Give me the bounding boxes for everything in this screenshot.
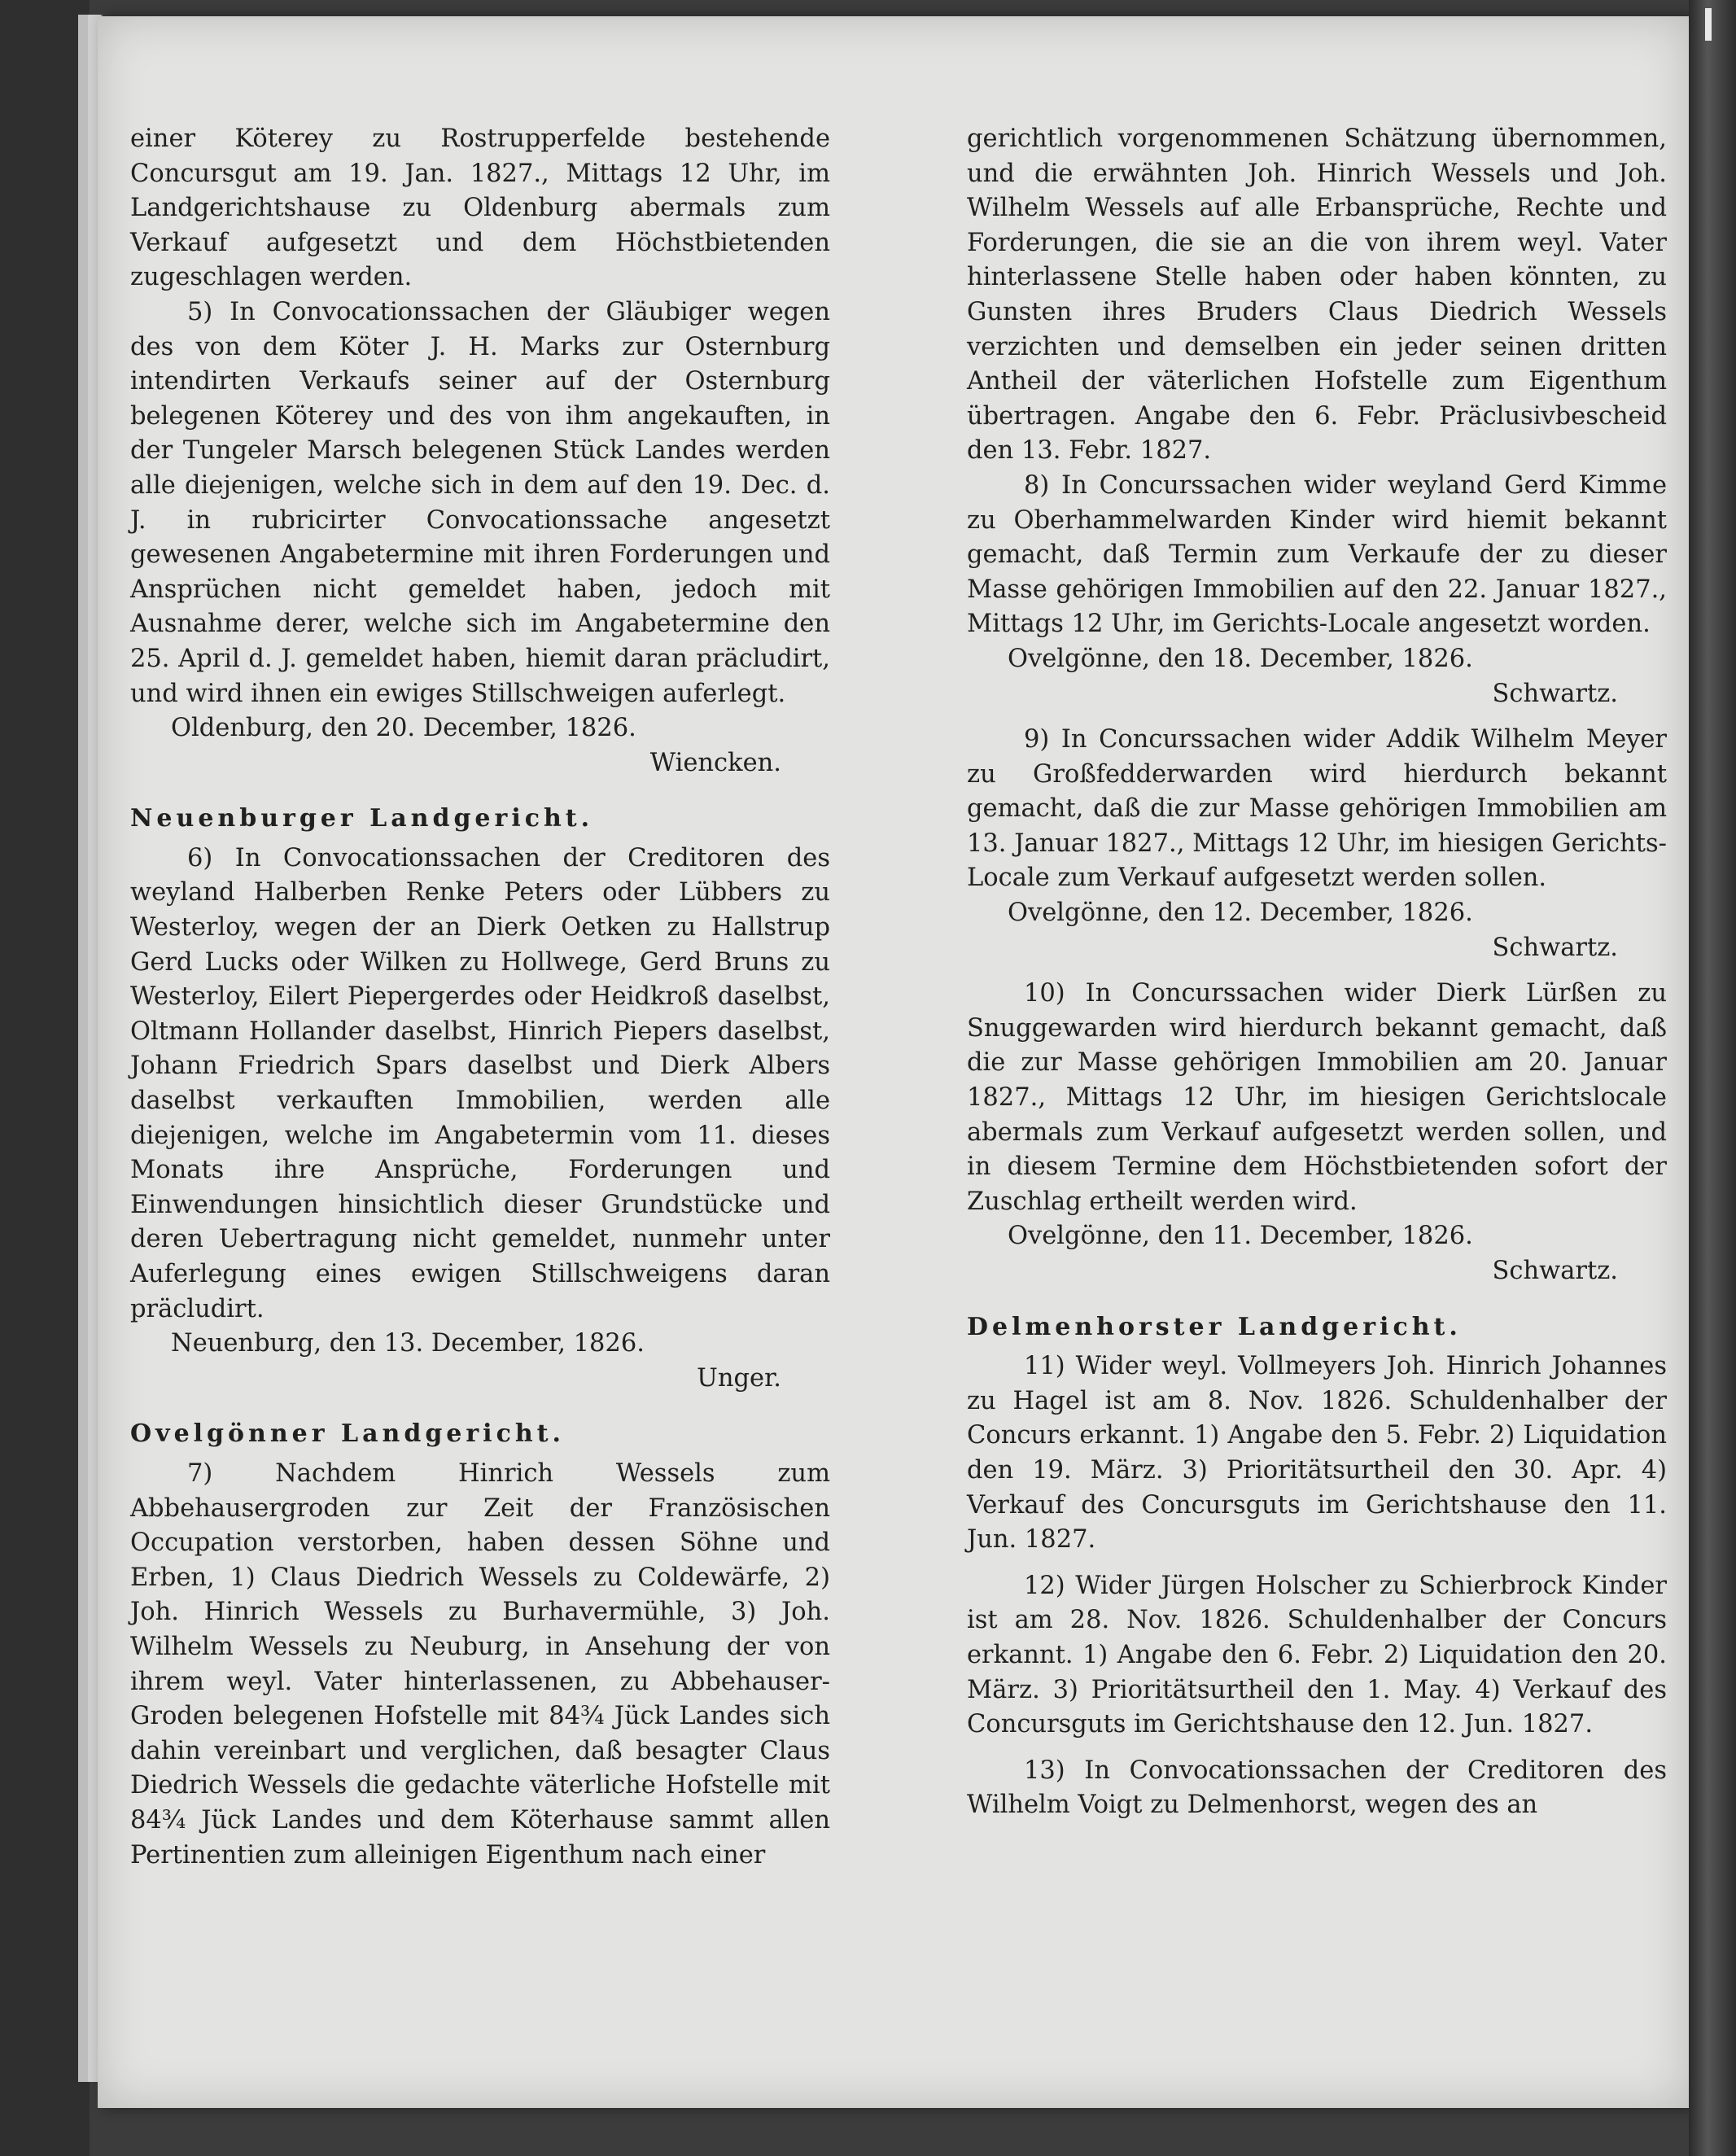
- section-heading: Neuenburger Landgericht.: [130, 804, 594, 833]
- paragraph: 7) Nachdem Hinrich Wessels zum Abbehausergroden zur Zeit der Französischen Occupation verstorben, haben dessen Söhne und Erben, 1) Claus Diedrich Wessels zu Coldewärfe, 2) Joh. Hinrich Wessels zu Burhavermühle, 3) Joh. Wilhelm Wessels zu Neuburg, in Ansehung der von ihrem weyl. Vater hinterlassenen, zu Abbehauser-Groden belegenen Hofstelle mit 84¾ Jück Landes sich dahin vereinbart und verglichen, daß besagter Claus Diedrich Wessels die gedachte väterliche Hofstelle mit 84¾ Jück Landes und dem Köterhause sammt allen Pertinentien zum alleinigen Eigenthum nach einer: [130, 1458, 830, 1870]
- spacer: [967, 965, 1667, 977]
- signature: Unger.: [697, 1363, 781, 1393]
- left-column: [130, 122, 830, 1873]
- spacer: [967, 1558, 1667, 1569]
- paragraph: 5) In Convocationssachen der Gläubiger wegen des von dem Köter J. H. Marks zur Osternburg intendirten Verkaufs seiner auf der Osternburg belegenen Köterey und des von ihm angekauften, in der Tungeler Marsch belegenen Stück Landes werden alle diejenigen, welche sich in dem auf den 19. Dec. d. J. in rubricirter Convocationssache angesetzt gewesenen Angabetermine mit ihren Forderungen und Ansprüchen nicht gemeldet haben, jedoch mit Ausnahme derer, welche sich im Angabetermine den 25. April d. J. gemeldet haben, hiemit daran präcludirt, und wird ihnen ein ewiges Stillschweigen auferlegt.: [130, 297, 830, 708]
- paragraph: 13) In Convocationssachen der Creditoren des Wilhelm Voigt zu Delmenhorst, wegen des an: [967, 1756, 1667, 1820]
- binding-mark: [1705, 8, 1712, 41]
- section-heading: Ovelgönner Landgericht.: [130, 1419, 565, 1449]
- spacer: [967, 711, 1667, 723]
- signature: Wiencken.: [649, 748, 781, 777]
- section-heading: Delmenhorster Landgericht.: [967, 1312, 1462, 1341]
- paragraph: 11) Wider weyl. Vollmeyers Joh. Hinrich Johannes zu Hagel ist am 8. Nov. 1826. Schuldenhalber der Concurs erkannt. 1) Angabe den 5. Febr. 2) Liquidation den 19. März. 3) Prioritätsurtheil den 30. Apr. 4) Verkauf des Concursguts im Gerichtshause den 11. Jun. 1827.: [967, 1352, 1667, 1555]
- paragraph: einer Köterey zu Rostrupperfelde bestehende Concursgut am 19. Jan. 1827., Mittags 12 Uhr, im Landgerichtshause zu Oldenburg abermals zum Verkauf aufgesetzt und dem Höchstbietenden zugeschlagen werden.: [130, 125, 830, 292]
- book-binding: [1689, 0, 1736, 2156]
- right-column: [967, 122, 1667, 1823]
- paragraph: 8) In Concurssachen wider weyland Gerd Kimme zu Oberhammelwarden Kinder wird hiemit bekannt gemacht, daß Termin zum Verkaufe der zu dieser Masse gehörigen Immobilien auf den 22. Januar 1827., Mittags 12 Uhr, im Gerichts-Locale angesetzt worden.: [967, 470, 1667, 639]
- signature: Schwartz.: [1492, 679, 1618, 708]
- signature: Schwartz.: [1492, 933, 1618, 962]
- scan-background: [0, 0, 90, 2156]
- place-date: Ovelgönne, den 11. December, 1826.: [1008, 1222, 1473, 1251]
- paragraph: 12) Wider Jürgen Holscher zu Schierbrock Kinder ist am 28. Nov. 1826. Schuldenhalber der Concurs erkannt. 1) Angabe den 6. Febr. 2) Liquidation den 20. März. 3) Prioritätsurtheil den 1. May. 4) Verkauf des Concursguts im Gerichtshause den 12. Jun. 1827.: [967, 1571, 1667, 1739]
- place-date: Neuenburg, den 13. December, 1826.: [171, 1329, 645, 1358]
- place-date: Oldenburg, den 20. December, 1826.: [171, 714, 636, 743]
- place-date: Ovelgönne, den 12. December, 1826.: [1008, 899, 1473, 928]
- paragraph: 6) In Convocationssachen der Creditoren des weyland Halberben Renke Peters oder Lübbers zu Westerloy, wegen der an Dierk Oetken zu Hallstrup Gerd Lucks oder Wilken zu Hollwege, Gerd Bruns zu Westerloy, Eilert Piepergerdes oder Heidkroß daselbst, Oltmann Hollander daselbst, Hinrich Piepers daselbst, Johann Friedrich Spars daselbst und Dierk Albers daselbst verkauften Immobilien, werden alle diejenigen, welche im Angabetermin vom 11. dieses Monats ihre Ansprüche, Forderungen und Einwendungen hinsichtlich dieser Grundstücke und deren Uebertragung nicht gemeldet, nunmehr unter Auferlegung eines ewigen Stillschweigens daran präcludirt.: [130, 843, 830, 1323]
- place-date: Ovelgönne, den 18. December, 1826.: [1008, 644, 1473, 673]
- spacer: [967, 1743, 1667, 1754]
- paragraph: 10) In Concurssachen wider Dierk Lürßen zu Snuggewarden wird hierdurch bekannt gemacht, daß die zur Masse gehörigen Immobilien am 20. Januar 1827., Mittags 12 Uhr, im hiesigen Gerichtslocale abermals zum Verkauf aufgesetzt werden sollen, und in diesem Termine dem Höchstbietenden sofort der Zuschlag ertheilt werden wird.: [967, 979, 1667, 1216]
- signature: Schwartz.: [1492, 1257, 1618, 1285]
- paragraph: 9) In Concurssachen wider Addik Wilhelm Meyer zu Großfedderwarden wird hierdurch bekannt gemacht, daß die zur Masse gehörigen Immobilien am 13. Januar 1827., Mittags 12 Uhr, im hiesigen Gerichts-Locale zum Verkauf aufgesetzt werden sollen.: [967, 725, 1667, 893]
- paragraph: gerichtlich vorgenommenen Schätzung übernommen, und die erwähnten Joh. Hinrich Wessels und Joh. Wilhelm Wessels auf alle Erbansprüche, Rechte und Forderungen, die sie an die von ihrem weyl. Vater hinterlassene Stelle haben oder haben könnten, zu Gunsten ihres Bruders Claus Diedrich Wessels verzichten und demselben ein jeder seinen dritten Antheil der väterlichen Hofstelle zum Eigenthum übertragen. Angabe den 6. Febr. Präclusivbescheid den 13. Febr. 1827.: [967, 125, 1667, 466]
